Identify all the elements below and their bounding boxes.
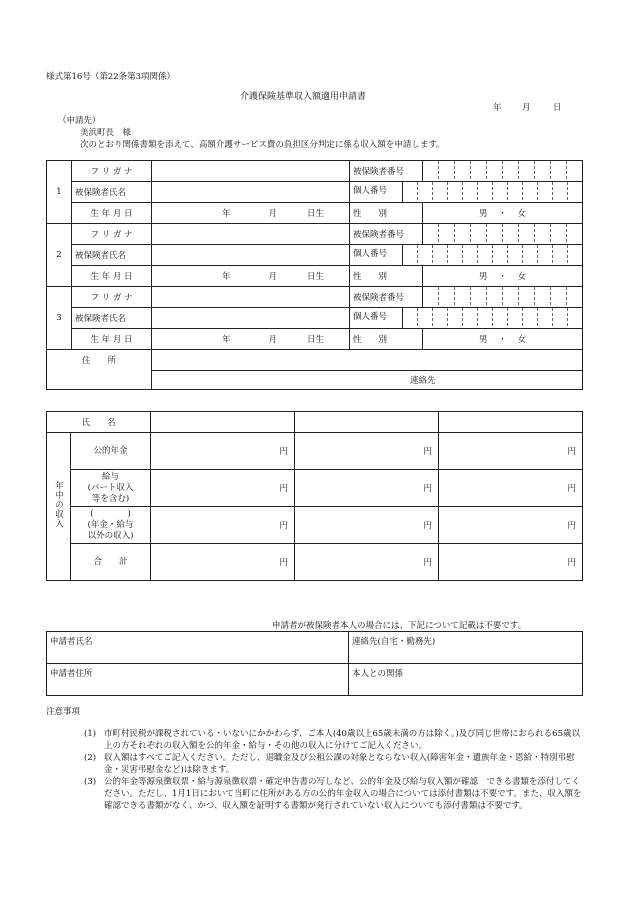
person-number: 3 bbox=[47, 287, 72, 350]
note-text: 市町村民税が課税されている・いないにかかわらず、ご本人(40歳以上65歳未満の方は除く。)及び同じ世帯におられる65歳以上の方それぞれの収入額を公的年金・給与・その他の収入に分けてご記入ください。 bbox=[104, 729, 580, 751]
insured-name-label: 被保険者氏名 bbox=[72, 182, 152, 203]
insured-name-field[interactable] bbox=[152, 182, 350, 203]
insured-name-field[interactable] bbox=[152, 308, 350, 329]
other-income-amount-1[interactable] bbox=[151, 507, 295, 544]
date-month-label: 月 bbox=[522, 103, 531, 113]
yen-unit: 円 bbox=[423, 447, 433, 457]
sex-separator: ・ bbox=[498, 272, 507, 282]
public-pension-label: 公的年金 bbox=[71, 433, 151, 470]
insured-name-label: 被保険者氏名 bbox=[72, 245, 152, 266]
applicant-relation-label: 本人との関係 bbox=[352, 669, 404, 679]
intro-text: 次のとおり関係書類を添えて、高額介護サービス費の負担区分判定に係る収入額を申請します。 bbox=[80, 140, 445, 150]
insured-name-label: 被保険者氏名 bbox=[72, 308, 152, 329]
insured-no-field[interactable] bbox=[423, 161, 583, 182]
applicant-table bbox=[46, 631, 583, 696]
note-item bbox=[84, 728, 584, 752]
insured-no-label: 被保険者番号 bbox=[350, 161, 423, 182]
public-pension-amount-2[interactable] bbox=[295, 433, 439, 470]
insured-no-label: 被保険者番号 bbox=[350, 224, 423, 245]
insured-no-field[interactable] bbox=[423, 287, 583, 308]
yen-unit: 円 bbox=[279, 558, 289, 568]
note-number: (3) bbox=[84, 777, 97, 787]
insured-no-field[interactable] bbox=[423, 224, 583, 245]
contact-label: 連絡先 bbox=[410, 376, 436, 386]
personal-no-field[interactable] bbox=[403, 245, 582, 265]
birth-month-label: 月 bbox=[268, 209, 278, 219]
other-income-label: ( ) (年金・給与 以外の収入) bbox=[71, 507, 151, 544]
address-label: 住 所 bbox=[47, 350, 152, 371]
note-text: 公的年金等源泉徴収票・給与源泉徴収票・確定申告書の写しなど、公的年金及び給与収入額が確認 できる書類を添付してください。ただし、1月1日において当町に住所がある方の公的年金収入の場合については添付書類は不要です。また、収入額を確認できる書類がなく、かつ、収入額を証明する書類が発行されていない収入についても添付書類は不要です。 bbox=[104, 777, 582, 811]
total-amount-1[interactable] bbox=[151, 544, 295, 581]
furigana-field[interactable] bbox=[152, 161, 350, 182]
applicant-address-field[interactable] bbox=[47, 664, 349, 696]
notes-title: 注意事項 bbox=[46, 707, 81, 717]
date-day-label: 日 bbox=[553, 103, 562, 113]
yen-unit: 円 bbox=[567, 558, 577, 568]
personal-no-field[interactable] bbox=[403, 182, 582, 202]
public-pension-amount-1[interactable] bbox=[151, 433, 295, 470]
form-number: 様式第16号（第22条第3項関係） bbox=[46, 72, 176, 82]
birth-date-label: 生 年 月 日 bbox=[72, 203, 152, 224]
salary-amount-3[interactable] bbox=[439, 470, 583, 507]
sex-field[interactable] bbox=[423, 203, 583, 224]
sex-separator: ・ bbox=[498, 209, 507, 219]
note-number: (2) bbox=[84, 753, 97, 763]
notes-list bbox=[84, 728, 584, 812]
sex-label: 性 別 bbox=[350, 203, 423, 224]
sex-female-option[interactable]: 女 bbox=[517, 272, 527, 282]
sex-label: 性 別 bbox=[350, 329, 423, 350]
birth-month-label: 月 bbox=[268, 272, 278, 282]
applicant-contact-field[interactable] bbox=[349, 632, 583, 664]
birth-date-field[interactable] bbox=[152, 329, 350, 350]
sex-label: 性 別 bbox=[350, 266, 423, 287]
sex-separator: ・ bbox=[498, 335, 507, 345]
birth-day-label: 日生 bbox=[307, 209, 325, 219]
furigana-field[interactable] bbox=[152, 224, 350, 245]
other-income-amount-3[interactable] bbox=[439, 507, 583, 544]
birth-date-field[interactable] bbox=[152, 203, 350, 224]
person-number: 2 bbox=[47, 224, 72, 287]
total-amount-3[interactable] bbox=[439, 544, 583, 581]
birth-day-label: 日生 bbox=[307, 272, 325, 282]
sex-female-option[interactable]: 女 bbox=[517, 209, 527, 219]
yen-unit: 円 bbox=[279, 484, 289, 494]
personal-no-label: 個人番号 bbox=[350, 308, 403, 328]
applicant-address-label: 申請者住所 bbox=[50, 669, 93, 679]
person-number: 1 bbox=[47, 161, 72, 224]
sex-field[interactable] bbox=[423, 266, 583, 287]
annual-income-side-label: 年中の収入 bbox=[47, 433, 71, 581]
salary-amount-2[interactable] bbox=[295, 470, 439, 507]
yen-unit: 円 bbox=[423, 521, 433, 531]
furigana-field[interactable] bbox=[152, 287, 350, 308]
personal-no-cell bbox=[350, 182, 583, 203]
birth-year-label: 年 bbox=[222, 209, 231, 219]
sex-male-option[interactable]: 男 bbox=[478, 272, 488, 282]
personal-no-field[interactable] bbox=[403, 308, 582, 328]
personal-no-cell bbox=[350, 245, 583, 266]
total-label: 合 計 bbox=[71, 544, 151, 581]
personal-no-cell bbox=[350, 308, 583, 329]
birth-year-label: 年 bbox=[222, 335, 231, 345]
income-name-field-1[interactable] bbox=[151, 412, 295, 433]
income-name-field-2[interactable] bbox=[295, 412, 439, 433]
sex-field[interactable] bbox=[423, 329, 583, 350]
salary-label: 給与 (パート収入 等を含む) bbox=[71, 470, 151, 507]
applicant-note: 申請者が被保険者本人の場合には、下記について記載は不要です。 bbox=[272, 621, 527, 631]
income-table bbox=[46, 411, 583, 581]
personal-no-label: 個人番号 bbox=[350, 182, 403, 202]
note-text: 収入額はすべてご記入ください。ただし、退職金及び公租公課の対象とならない収入(障害年金・遺族年金・恩給・特別弔慰金・災害弔慰金など)は除きます。 bbox=[104, 753, 575, 775]
income-name-header: 氏 名 bbox=[47, 412, 151, 433]
personal-no-label: 個人番号 bbox=[350, 245, 403, 265]
page-title: 介護保険基準収入額適用申請書 bbox=[240, 92, 367, 102]
furigana-label: フ リ ガ ナ bbox=[72, 287, 152, 308]
yen-unit: 円 bbox=[567, 484, 577, 494]
addressee-label: （申請先） bbox=[58, 116, 101, 126]
birth-year-label: 年 bbox=[222, 272, 231, 282]
yen-unit: 円 bbox=[423, 484, 433, 494]
note-item bbox=[84, 752, 584, 776]
sex-male-option[interactable]: 男 bbox=[478, 209, 488, 219]
note-item bbox=[84, 776, 584, 812]
insured-name-field[interactable] bbox=[152, 245, 350, 266]
yen-unit: 円 bbox=[567, 447, 577, 457]
birth-month-label: 月 bbox=[268, 335, 278, 345]
birth-day-label: 日生 bbox=[307, 335, 325, 345]
birth-date-label: 生 年 月 日 bbox=[72, 266, 152, 287]
birth-date-label: 生 年 月 日 bbox=[72, 329, 152, 350]
applicant-relation-field[interactable] bbox=[349, 664, 583, 696]
address-contact[interactable] bbox=[152, 371, 583, 390]
sex-male-option[interactable]: 男 bbox=[478, 335, 488, 345]
furigana-label: フ リ ガ ナ bbox=[72, 161, 152, 182]
yen-unit: 円 bbox=[279, 521, 289, 531]
insured-persons-table bbox=[46, 160, 583, 390]
birth-date-field[interactable] bbox=[152, 266, 350, 287]
total-amount-2[interactable] bbox=[295, 544, 439, 581]
applicant-contact-label: 連絡先(自宅・勤務先) bbox=[352, 637, 436, 647]
address-field[interactable] bbox=[152, 350, 583, 371]
other-income-amount-2[interactable] bbox=[295, 507, 439, 544]
yen-unit: 円 bbox=[423, 558, 433, 568]
yen-unit: 円 bbox=[279, 447, 289, 457]
applicant-name-field[interactable] bbox=[47, 632, 349, 664]
applicant-name-label: 申請者氏名 bbox=[50, 637, 93, 647]
addressee: 美浜町長 様 bbox=[80, 128, 132, 138]
note-number: (1) bbox=[84, 729, 97, 739]
sex-female-option[interactable]: 女 bbox=[517, 335, 527, 345]
yen-unit: 円 bbox=[567, 521, 577, 531]
furigana-label: フ リ ガ ナ bbox=[72, 224, 152, 245]
salary-amount-1[interactable] bbox=[151, 470, 295, 507]
income-name-field-3[interactable] bbox=[439, 412, 583, 433]
insured-no-label: 被保険者番号 bbox=[350, 287, 423, 308]
public-pension-amount-3[interactable] bbox=[439, 433, 583, 470]
date-year-label: 年 bbox=[493, 103, 502, 113]
